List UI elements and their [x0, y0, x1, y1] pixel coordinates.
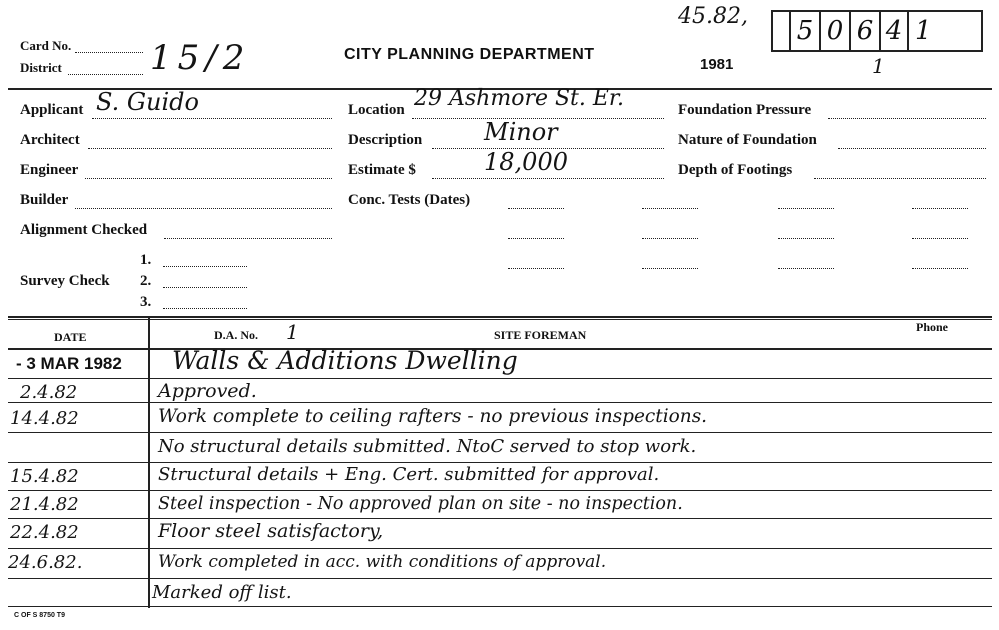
date-header: DATE: [54, 330, 87, 344]
conc-line: [508, 238, 564, 239]
row-rule: [8, 606, 992, 607]
number-box-1: 5: [791, 12, 821, 50]
foundation-pressure-label: Foundation Pressure: [678, 102, 812, 118]
conc-line: [642, 238, 698, 239]
number-box-4: 4: [881, 12, 909, 50]
nature-foundation-line: [838, 148, 986, 149]
description-label: Description: [348, 132, 423, 148]
table-row-entry: Floor steel satisfactory,: [158, 520, 384, 542]
conc-line: [912, 208, 968, 209]
number-box-3: 6: [851, 12, 881, 50]
year-label: 1981: [700, 56, 734, 73]
table-row-entry: Structural details + Eng. Cert. submitted for approval.: [158, 464, 660, 485]
builder-line: [75, 208, 332, 209]
conc-line: [508, 208, 564, 209]
architect-label: Architect: [20, 132, 80, 148]
engineer-label: Engineer: [20, 162, 79, 178]
applicant-label: Applicant: [20, 102, 84, 118]
row-rule: [8, 518, 992, 519]
phone-header: Phone: [916, 320, 949, 334]
description-value: Minor: [484, 118, 558, 146]
card-no-line: [75, 52, 143, 53]
sub-mark: 1: [872, 54, 885, 78]
builder-label: Builder: [20, 192, 69, 208]
survey-line-2: [163, 287, 247, 288]
form-code: C OF S 8750 T9: [14, 612, 65, 619]
estimate-value: 18,000: [484, 148, 568, 176]
table-row-entry: Steel inspection - No approved plan on site - no inspection.: [158, 494, 683, 514]
table-row-entry: Marked off list.: [152, 582, 292, 603]
district-line: [68, 74, 143, 75]
da-header: D.A. No.: [214, 328, 258, 342]
table-row-date: 14.4.82: [10, 408, 79, 429]
survey-line-1: [163, 266, 247, 267]
row-rule: [8, 490, 992, 491]
number-box-2: 0: [821, 12, 851, 50]
conc-line: [642, 208, 698, 209]
da-value: 1: [286, 320, 299, 344]
location-label: Location: [348, 102, 405, 118]
survey-item-2: 2.: [140, 273, 152, 289]
row-rule: [8, 402, 992, 403]
location-value: 29 Ashmore St. Er.: [414, 86, 625, 111]
row-rule: [8, 548, 992, 549]
table-top-rule-2: [8, 319, 992, 320]
applicant-value: S. Guido: [96, 88, 199, 116]
table-column-divider: [148, 318, 150, 608]
alignment-line: [164, 238, 332, 239]
table-row-entry: Approved.: [158, 380, 257, 402]
survey-item-1: 1.: [140, 252, 152, 268]
table-row-date: - 3 MAR 1982: [16, 354, 122, 373]
foundation-pressure-line: [828, 118, 986, 119]
table-row-date: 2.4.82: [20, 382, 78, 403]
row-rule: [8, 378, 992, 379]
table-row-entry: Work completed in acc. with conditions of approval.: [158, 552, 607, 572]
ref-handwritten: 45.82,: [678, 4, 748, 29]
card-number-boxes: [771, 10, 983, 52]
table-row-date: 15.4.82: [10, 466, 79, 487]
conc-line: [778, 208, 834, 209]
engineer-line: [85, 178, 332, 179]
architect-line: [88, 148, 332, 149]
department-title: CITY PLANNING DEPARTMENT: [344, 46, 595, 63]
row-rule: [8, 432, 992, 433]
alignment-label: Alignment Checked: [20, 222, 148, 238]
table-top-rule: [8, 316, 992, 318]
conc-tests-label: Conc. Tests (Dates): [348, 192, 471, 208]
row-rule: [8, 462, 992, 463]
conc-line: [778, 268, 834, 269]
card-number-handwritten: 15/2: [150, 38, 251, 78]
survey-label: Survey Check: [20, 273, 110, 289]
nature-foundation-label: Nature of Foundation: [678, 132, 817, 148]
table-row-date: 22.4.82: [10, 522, 79, 543]
site-foreman-header: SITE FOREMAN: [494, 328, 587, 342]
number-box-0: [773, 12, 791, 50]
conc-line: [912, 238, 968, 239]
conc-line: [508, 268, 564, 269]
table-row-entry: No structural details submitted. NtoC served to stop work.: [158, 436, 697, 457]
estimate-label: Estimate $: [348, 162, 416, 178]
estimate-line: [432, 178, 664, 179]
conc-line: [912, 268, 968, 269]
district-label: District: [20, 60, 62, 75]
table-row-entry: Walls & Additions Dwelling: [172, 346, 518, 375]
card-no-label: Card No.: [20, 38, 72, 53]
table-row-entry: Work complete to ceiling rafters - no previous inspections.: [158, 406, 708, 427]
survey-item-3: 3.: [140, 294, 152, 310]
conc-line: [778, 238, 834, 239]
table-row-date: 21.4.82: [10, 494, 79, 515]
depth-footings-label: Depth of Footings: [678, 162, 793, 178]
row-rule: [8, 578, 992, 579]
number-box-5: 1: [915, 16, 932, 46]
depth-footings-line: [814, 178, 986, 179]
table-row-date: 24.6.82.: [8, 552, 83, 573]
applicant-line: [92, 118, 332, 119]
conc-line: [642, 268, 698, 269]
survey-line-3: [163, 308, 247, 309]
